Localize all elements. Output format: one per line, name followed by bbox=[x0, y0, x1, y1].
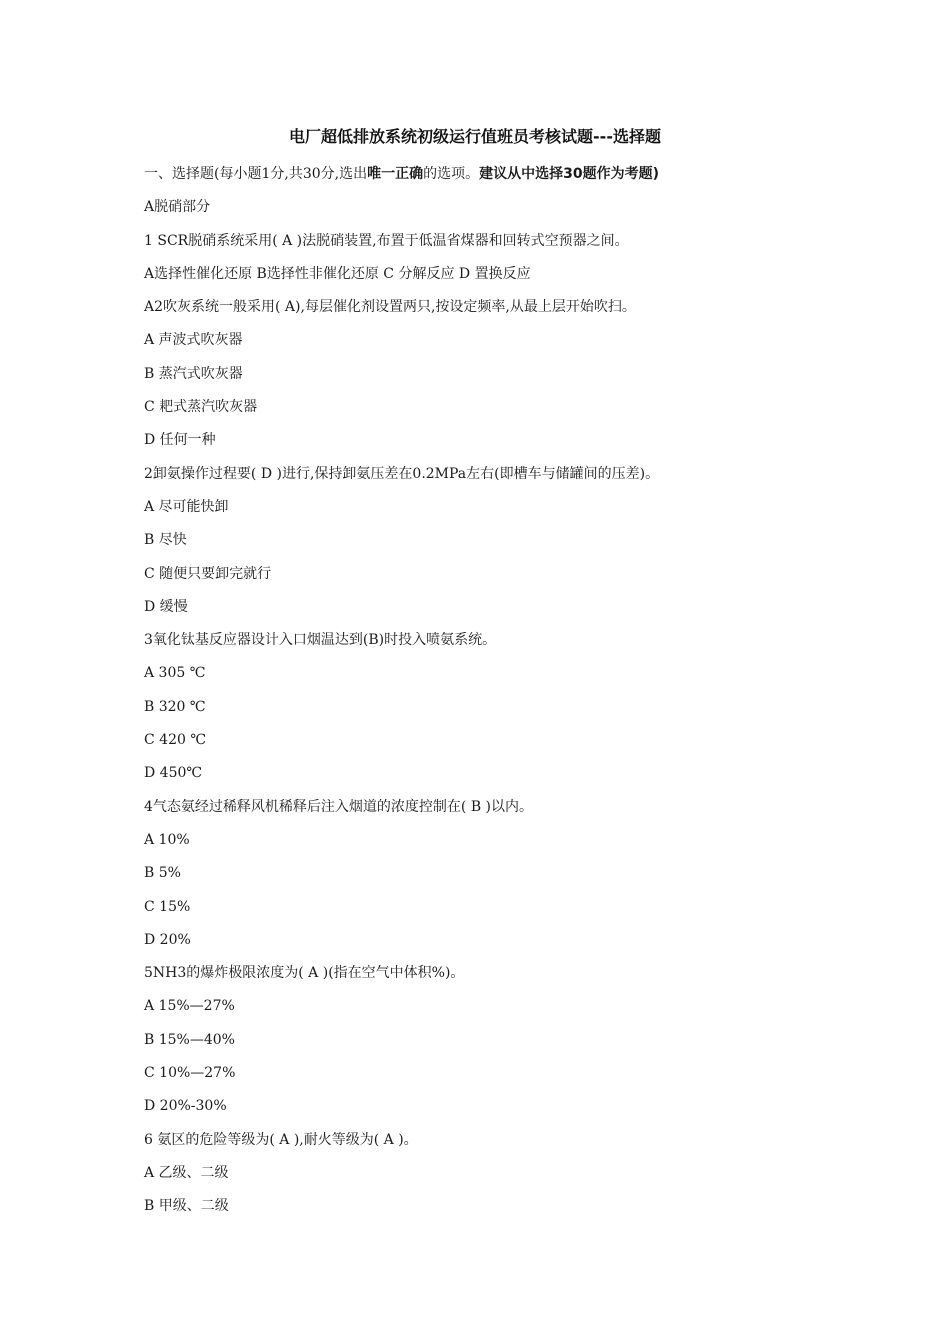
answer-option: A 305 ℃ bbox=[144, 665, 206, 682]
intro-emphasis: 唯一正确 bbox=[367, 166, 424, 182]
answer-option: B 15%—40% bbox=[144, 1031, 235, 1048]
answer-option: A 尽可能快卸 bbox=[144, 498, 229, 515]
answer-option: D 20%-30% bbox=[144, 1098, 227, 1115]
document-title: 电厂超低排放系统初级运行值班员考核试题---选择题 bbox=[289, 127, 661, 146]
answer-option: C 420 ℃ bbox=[144, 732, 206, 749]
intro-line bbox=[144, 161, 904, 194]
answer-option: B 甲级、二级 bbox=[144, 1198, 229, 1215]
question-list bbox=[144, 161, 904, 1227]
answer-option: C 耙式蒸汽吹灰器 bbox=[144, 399, 258, 416]
question-text: 2卸氨操作过程要( D )进行,保持卸氨压差在0.2MPa左右(即槽车与储罐间的压差)。 bbox=[144, 465, 660, 482]
answer-option: A 15%—27% bbox=[144, 998, 235, 1015]
answer-option: B 尽快 bbox=[144, 532, 187, 549]
answer-option: D 任何一种 bbox=[144, 432, 216, 449]
intro-text: 一、选择题(每小题1分,共30分,选出 bbox=[144, 166, 368, 182]
question-text: 4气态氨经过稀释风机稀释后注入烟道的浓度控制在( B )以内。 bbox=[144, 798, 534, 815]
intro-text: 的选项。 bbox=[423, 166, 480, 182]
question-text: 1 SCR脱硝系统采用( A )法脱硝装置,布置于低温省煤器和回转式空预器之间。 bbox=[144, 232, 629, 249]
answer-option: C 10%—27% bbox=[144, 1065, 236, 1082]
intro-emphasis: 建议从中选择30题作为考题) bbox=[479, 166, 659, 182]
answer-option: C 15% bbox=[144, 898, 191, 915]
answer-option: D 缓慢 bbox=[144, 598, 188, 615]
answer-option: D 450℃ bbox=[144, 765, 203, 782]
question-text: 5NH3的爆炸极限浓度为( A )(指在空气中体积%)。 bbox=[144, 965, 465, 982]
answer-options: A选择性催化还原 B选择性非催化还原 C 分解反应 D 置换反应 bbox=[144, 265, 531, 282]
section-heading: A脱硝部分 bbox=[144, 199, 211, 216]
answer-option: D 20% bbox=[144, 931, 191, 948]
answer-option: A 10% bbox=[144, 831, 190, 848]
answer-option: B 蒸汽式吹灰器 bbox=[144, 365, 243, 382]
answer-option: C 随便只要卸完就行 bbox=[144, 565, 272, 582]
answer-option: A 乙级、二级 bbox=[144, 1164, 229, 1181]
answer-option: A 声波式吹灰器 bbox=[144, 332, 243, 349]
question-text: 6 氨区的危险等级为( A ),耐火等级为( A )。 bbox=[144, 1131, 418, 1148]
answer-option: B 5% bbox=[144, 865, 181, 882]
question-text: A2吹灰系统一般采用( A),每层催化剂设置两只,按设定频率,从最上层开始吹扫。 bbox=[144, 299, 636, 316]
answer-option: B 320 ℃ bbox=[144, 698, 206, 715]
question-text: 3氧化钛基反应器设计入口烟温达到(B)时投入喷氨系统。 bbox=[144, 632, 497, 649]
